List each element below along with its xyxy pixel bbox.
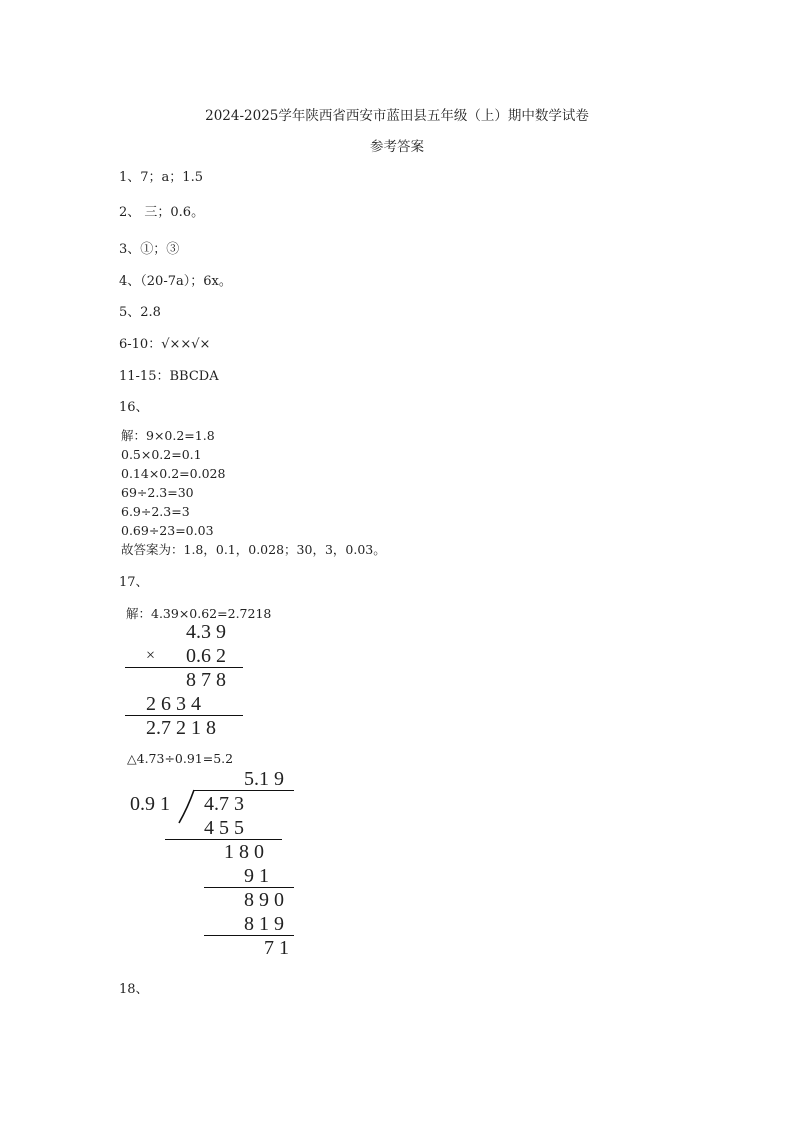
answer-17: 17、 — [119, 575, 149, 590]
multiply-sign: × — [146, 647, 156, 664]
mult-header: 解：4.39×0.62=2.7218 — [126, 606, 272, 621]
answer-2: 2、 三；0.6。 — [119, 205, 205, 220]
div-step-2: 1 8 0 — [224, 841, 264, 863]
div-bracket — [176, 789, 200, 825]
q16-line: 解：9×0.2=1.8 — [121, 428, 215, 443]
answer-18: 18、 — [119, 982, 149, 997]
mult-row-4: 2 6 3 4 — [146, 693, 201, 715]
page-title: 2024-2025学年陕西省西安市蓝田县五年级（上）期中数学试卷 — [205, 108, 589, 124]
answer-4: 4、（20-7a）；6x。 — [119, 274, 232, 289]
mult-rule-1 — [125, 667, 243, 668]
answer-3: 3、①；③ — [119, 242, 180, 257]
mult-rule-2 — [125, 715, 243, 716]
mult-row-5: 2.7 2 1 8 — [146, 717, 216, 739]
q16-line: 0.5×0.2=0.1 — [121, 447, 202, 462]
answer-11-15: 11-15：BBCDA — [119, 369, 219, 384]
div-divisor: 0.9 1 — [130, 793, 170, 815]
q16-conclusion: 故答案为：1.8，0.1，0.028；30，3，0.03。 — [121, 542, 386, 557]
div-remainder: 7 1 — [264, 937, 289, 959]
div-step-4: 8 9 0 — [244, 889, 284, 911]
div-step-3: 9 1 — [244, 865, 269, 887]
answer-6-10: 6-10：√××√× — [119, 337, 211, 352]
answer-1: 1、7；a；1.5 — [119, 170, 203, 185]
div-rule-1 — [165, 839, 282, 840]
answer-16: 16、 — [119, 400, 149, 415]
mult-row-2: 0.6 2 — [186, 645, 226, 667]
answer-5: 5、2.8 — [119, 305, 161, 320]
mult-row-3: 8 7 8 — [186, 669, 226, 691]
page-subtitle: 参考答案 — [370, 139, 424, 155]
div-step-1: 4 5 5 — [204, 817, 244, 839]
div-quotient: 5.1 9 — [244, 768, 284, 790]
div-dividend: 4.7 3 — [204, 793, 244, 815]
q16-line: 0.69÷23=0.03 — [121, 523, 214, 538]
q16-line: 69÷2.3=30 — [121, 485, 194, 500]
div-rule-3 — [204, 935, 294, 936]
div-header: △4.73÷0.91=5.2 — [127, 751, 234, 766]
div-step-5: 8 1 9 — [244, 913, 284, 935]
q16-line: 0.14×0.2=0.028 — [121, 466, 226, 481]
mult-row-1: 4.3 9 — [186, 621, 226, 643]
q16-line: 6.9÷2.3=3 — [121, 504, 190, 519]
div-top-rule — [194, 790, 294, 791]
div-rule-2 — [204, 887, 294, 888]
